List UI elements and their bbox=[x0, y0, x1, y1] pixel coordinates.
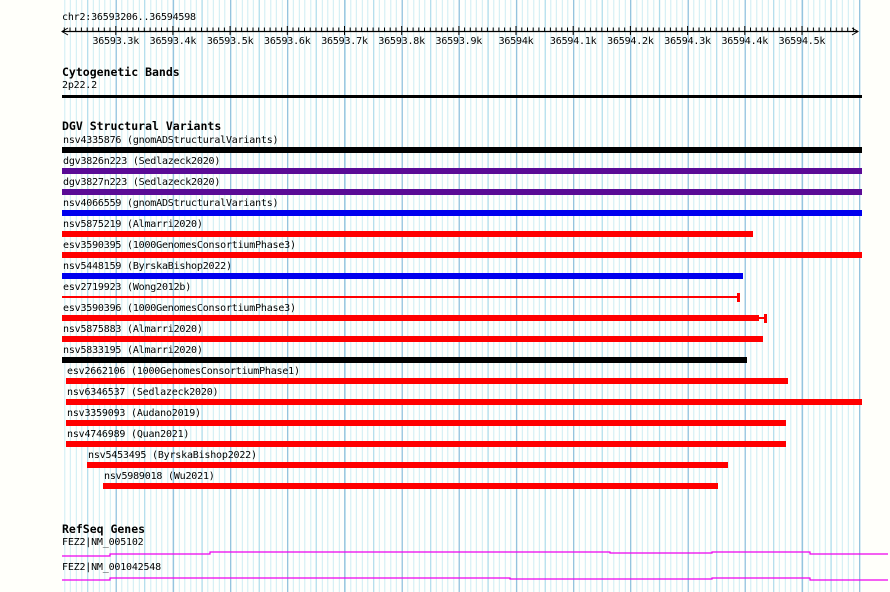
variant-bar[interactable] bbox=[62, 168, 862, 174]
variant-label: nsv5875883 (Almarri2020) bbox=[63, 324, 203, 335]
ruler-tick-label: 36593.7k bbox=[321, 36, 368, 47]
variant-label: nsv3359093 (Audano2019) bbox=[67, 408, 201, 419]
ruler-tick-label: 36593.9k bbox=[435, 36, 483, 47]
gene-label: FEZ2|NM_001042548 bbox=[62, 562, 161, 573]
variant-label: esv2662106 (1000GenomesConsortiumPhase1) bbox=[67, 366, 300, 377]
variant-bar[interactable] bbox=[62, 189, 862, 195]
variant-bar[interactable] bbox=[66, 441, 786, 447]
region-coordinates: chr2:36593206..36594598 bbox=[62, 12, 196, 23]
ruler-tick-label: 36594.2k bbox=[607, 36, 654, 47]
gene-transcript-line[interactable] bbox=[62, 552, 888, 556]
ruler-tick-label: 36594k bbox=[498, 36, 534, 47]
variant-label: nsv5989018 (Wu2021) bbox=[104, 471, 215, 482]
variant-label: dgv3827n223 (Sedlazeck2020) bbox=[63, 177, 221, 188]
variant-label: nsv5875219 (Almarri2020) bbox=[63, 219, 203, 230]
variant-label: esv2719923 (Wong2012b) bbox=[63, 282, 192, 293]
variant-bar[interactable] bbox=[62, 210, 862, 216]
variant-label: nsv4335876 (gnomADStructuralVariants) bbox=[63, 135, 279, 146]
refseq-genes-title: RefSeq Genes bbox=[62, 522, 146, 536]
gene-transcript-line[interactable] bbox=[62, 578, 888, 580]
variant-bar[interactable] bbox=[62, 315, 759, 321]
ruler-tick-label: 36594.1k bbox=[549, 36, 597, 47]
ruler-tick-label: 36593.4k bbox=[149, 36, 197, 47]
variant-label: nsv5833195 (Almarri2020) bbox=[63, 345, 203, 356]
variant-label: esv3590396 (1000GenomesConsortiumPhase3) bbox=[63, 303, 296, 314]
variant-label: dgv3826n223 (Sedlazeck2020) bbox=[63, 156, 221, 167]
variant-bar[interactable] bbox=[66, 378, 788, 384]
variant-label: esv3590395 (1000GenomesConsortiumPhase3) bbox=[63, 240, 296, 251]
cytoband-bar[interactable] bbox=[62, 95, 862, 98]
cytoband-name: 2p22.2 bbox=[62, 80, 97, 91]
dgv-structural-variants-title: DGV Structural Variants bbox=[62, 119, 222, 133]
variant-label: nsv4746989 (Quan2021) bbox=[67, 429, 190, 440]
ruler-tick-label: 36593.8k bbox=[378, 36, 425, 47]
ruler-tick-label: 36593.6k bbox=[264, 36, 311, 47]
ruler-tick-label: 36594.5k bbox=[778, 36, 826, 47]
variant-bar[interactable] bbox=[62, 296, 738, 298]
variant-bar[interactable] bbox=[66, 420, 786, 426]
variant-bar[interactable] bbox=[62, 252, 862, 258]
variant-label: nsv5453495 (ByrskaBishop2022) bbox=[88, 450, 257, 461]
variant-label: nsv4066559 (gnomADStructuralVariants) bbox=[63, 198, 279, 209]
variant-bar[interactable] bbox=[62, 231, 753, 237]
variant-label: nsv5448159 (ByrskaBishop2022) bbox=[63, 261, 232, 272]
variant-bar[interactable] bbox=[103, 483, 718, 489]
ruler-tick-label: 36593.5k bbox=[206, 36, 254, 47]
cytogenetic-bands-title: Cytogenetic Bands bbox=[62, 65, 180, 79]
ruler-tick-label: 36593.3k bbox=[92, 36, 140, 47]
variant-bar[interactable] bbox=[62, 147, 862, 153]
gene-label: FEZ2|NM_005102 bbox=[62, 537, 144, 548]
variant-end-tick bbox=[764, 314, 767, 323]
variant-bar[interactable] bbox=[62, 336, 763, 342]
variant-bar[interactable] bbox=[87, 462, 728, 468]
variant-bar[interactable] bbox=[62, 273, 743, 279]
variant-end-tick bbox=[737, 293, 740, 302]
variant-bar[interactable] bbox=[62, 357, 747, 363]
ruler-tick-label: 36594.4k bbox=[721, 36, 769, 47]
ruler-tick-label: 36594.3k bbox=[664, 36, 711, 47]
variant-label: nsv6346537 (Sedlazeck2020) bbox=[67, 387, 219, 398]
variant-bar[interactable] bbox=[66, 399, 862, 405]
